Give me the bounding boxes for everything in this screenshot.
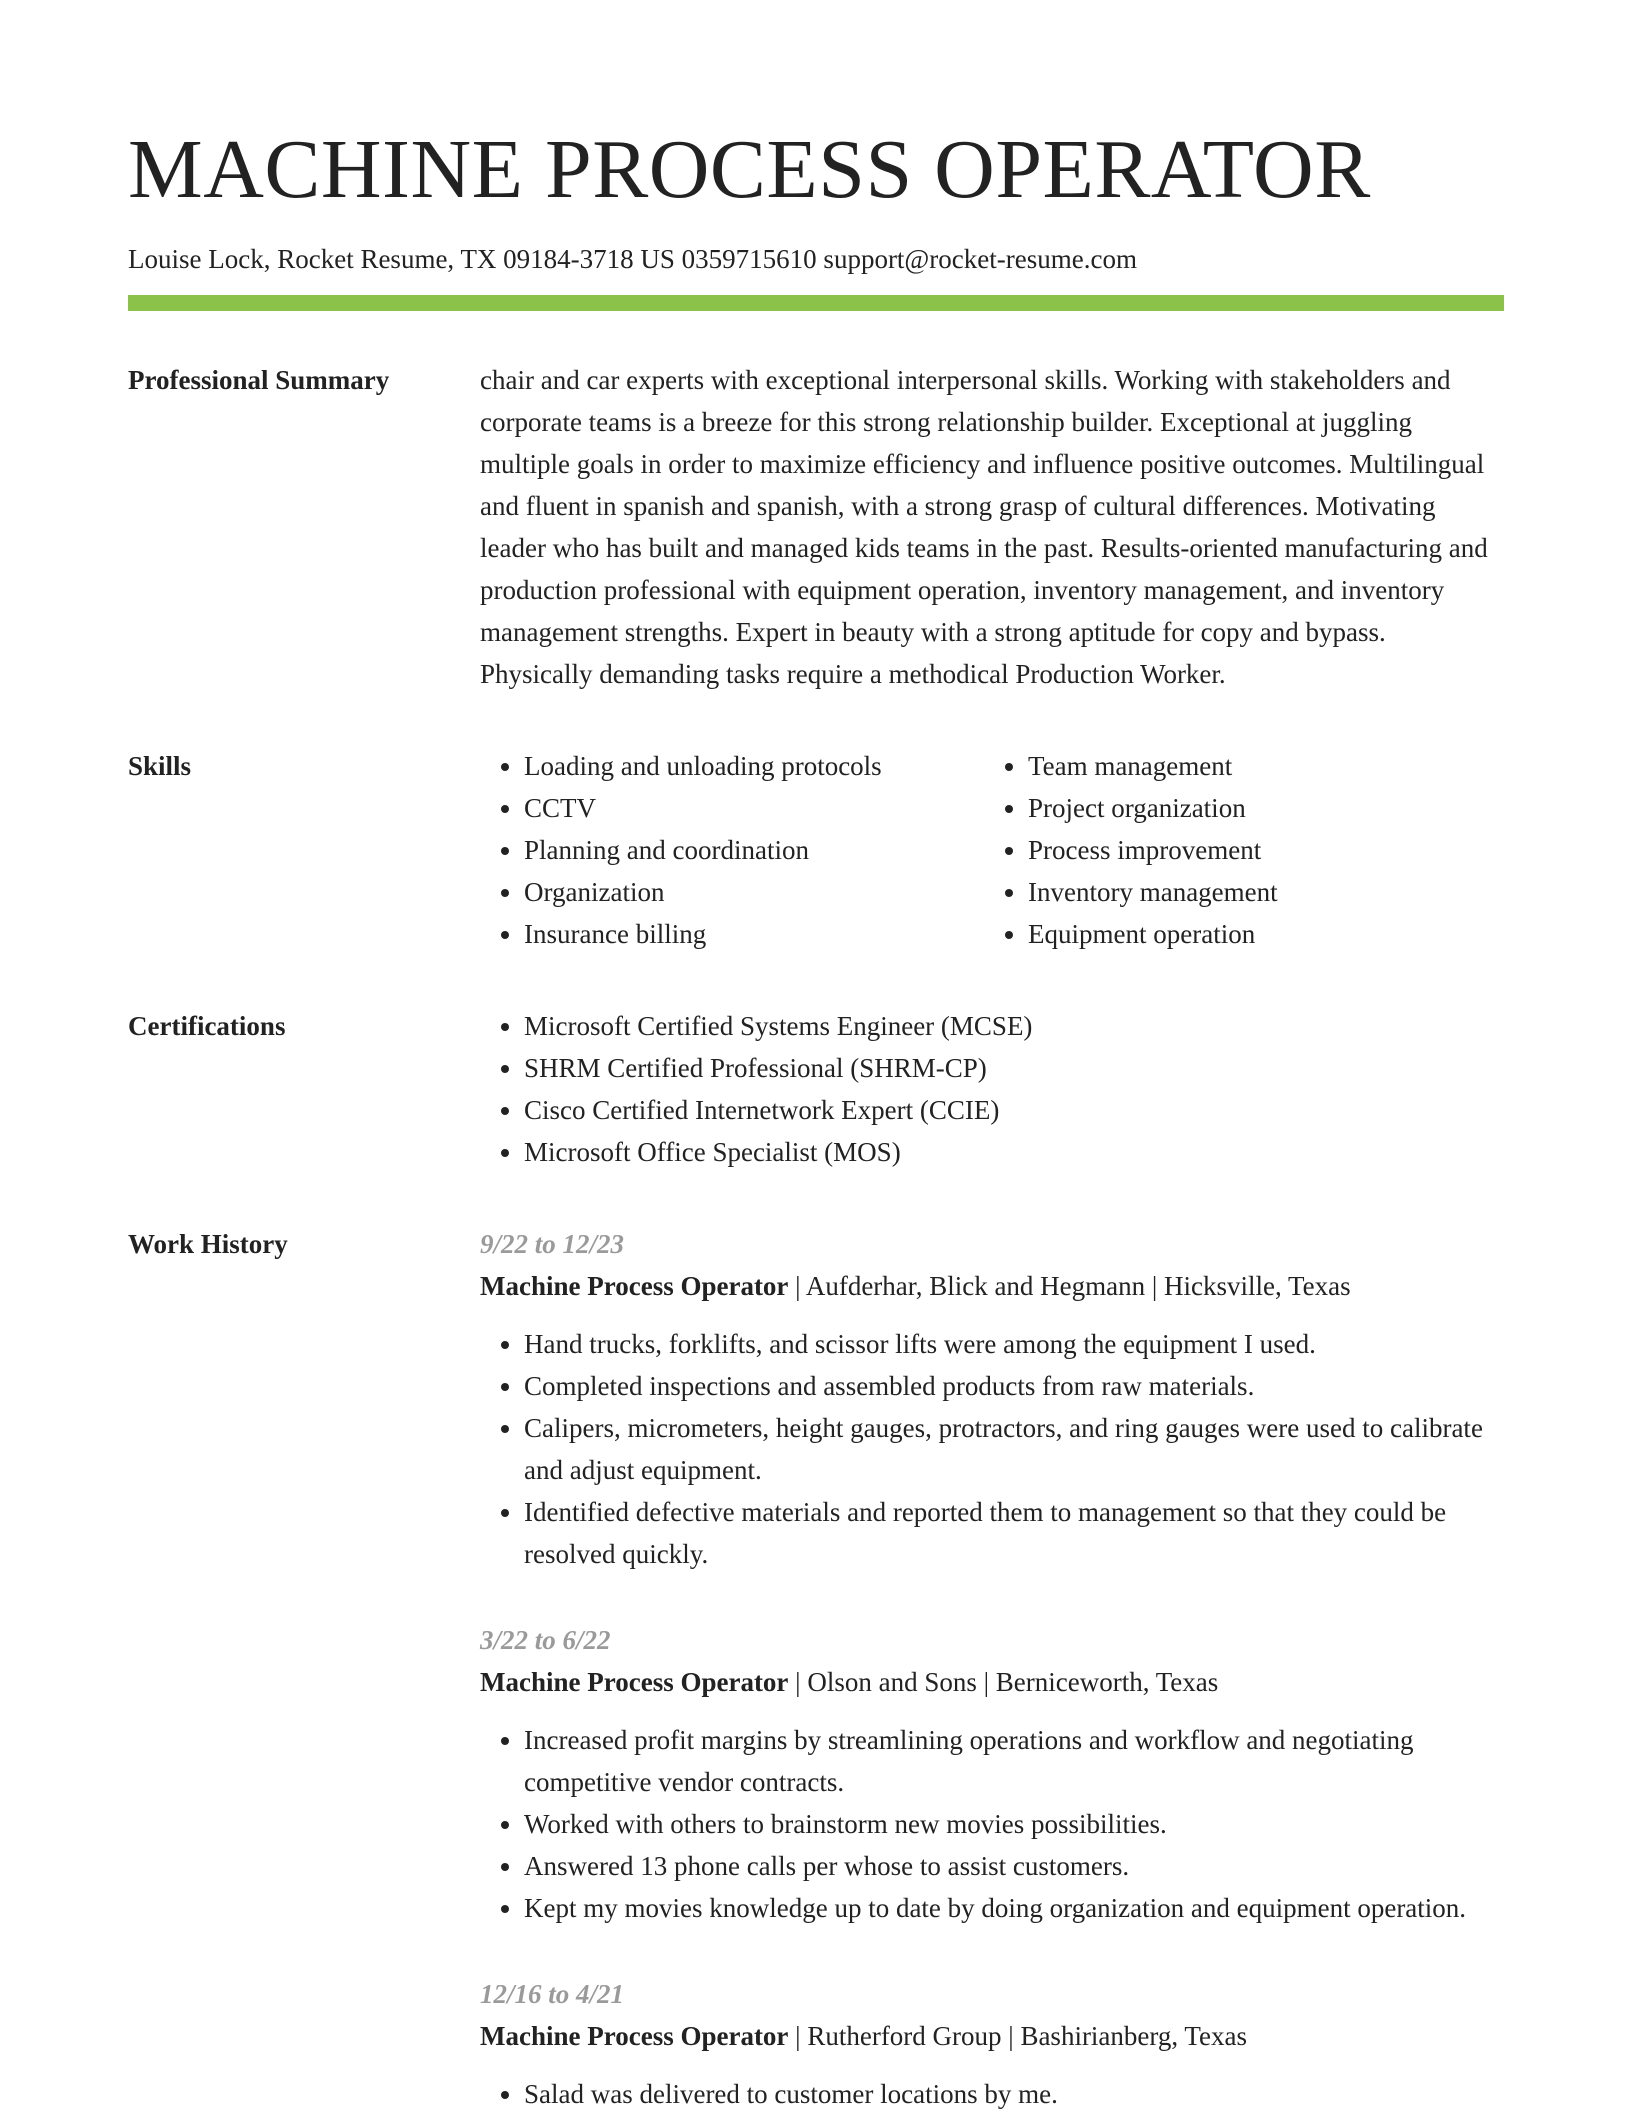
job-bullet: • Kept my movies knowledge up to date by doing organization and equipment operation. [524, 1887, 1504, 1929]
job-entry [480, 1619, 1504, 1929]
job-bullet: • Worked with others to brainstorm new movies possibilities. [524, 1803, 1504, 1845]
work-history-section [128, 1223, 1504, 2115]
job-bullet: • Calipers, micrometers, height gauges, protractors, and ring gauges were used to calibrate and adjust equipment. [524, 1407, 1504, 1491]
certification-item: • Microsoft Certified Systems Engineer (MCSE) [524, 1005, 1504, 1047]
certification-item: • Microsoft Office Specialist (MOS) [524, 1131, 1504, 1173]
skill-item: • Organization [524, 871, 984, 913]
job-heading [480, 1265, 1504, 1307]
skill-item: • Loading and unloading protocols [524, 745, 984, 787]
section-label-certifications: Certifications [128, 1011, 286, 1041]
skills-list-left [480, 745, 984, 955]
skill-item: • CCTV [524, 787, 984, 829]
job-date: 12/16 to 4/21 [480, 1979, 625, 2009]
job-title: Machine Process Operator [480, 1271, 789, 1301]
resume-page [128, 120, 1504, 2115]
section-label-summary: Professional Summary [128, 365, 390, 395]
job-bullet: • Hand trucks, forklifts, and scissor lifts were among the equipment I used. [524, 1323, 1504, 1365]
certifications-section [128, 1005, 1504, 1173]
summary-text: chair and car experts with exceptional interpersonal skills. Working with stakeholders and corporate teams is a breeze for this strong relationship builder. Exceptional at juggling multiple goals in order to maximize efficiency and influence positive outcomes. Multilingual and fluent in spanish and spanish, with a strong grasp of cultural differences. Motivating leader who has built and managed kids teams in the past. Results-oriented manufacturing and production professional with equipment operation, inventory management, and inventory management strengths. Expert in beauty with a strong aptitude for copy and bypass. Physically demanding tasks require a methodical Production Worker. [480, 365, 1488, 689]
job-entry [480, 1223, 1504, 1575]
job-bullet: • Identified defective materials and reported them to management so that they could be resolved quickly. [524, 1491, 1504, 1575]
job-date: 9/22 to 12/23 [480, 1229, 625, 1259]
job-bullets [480, 2073, 1504, 2115]
skill-item: • Planning and coordination [524, 829, 984, 871]
section-label-work-history: Work History [128, 1229, 288, 1259]
job-date: 3/22 to 6/22 [480, 1625, 611, 1655]
certification-item: • SHRM Certified Professional (SHRM-CP) [524, 1047, 1504, 1089]
job-heading [480, 2015, 1504, 2057]
job-details: | Olson and Sons | Berniceworth, Texas [788, 1667, 1219, 1697]
job-bullet: • Answered 13 phone calls per whose to assist customers. [524, 1845, 1504, 1887]
job-details: | Aufderhar, Blick and Hegmann | Hicksville, Texas [788, 1271, 1351, 1301]
job-bullet: • Increased profit margins by streamlining operations and workflow and negotiating competitive vendor contracts. [524, 1719, 1504, 1803]
job-bullet: • Salad was delivered to customer locations by me. [524, 2073, 1504, 2115]
skill-item: • Team management [1028, 745, 1488, 787]
contact-line: Louise Lock, Rocket Resume, TX 09184-3718 US 0359715610 support@rocket-resume.com [128, 244, 1137, 274]
job-entry [480, 1973, 1504, 2115]
job-bullets [480, 1323, 1504, 1575]
skills-section [128, 745, 1504, 955]
resume-title: MACHINE PROCESS OPERATOR [128, 123, 1371, 216]
skill-item: • Insurance billing [524, 913, 984, 955]
certification-item: • Cisco Certified Internetwork Expert (CCIE) [524, 1089, 1504, 1131]
skill-item: • Process improvement [1028, 829, 1488, 871]
skill-item: • Equipment operation [1028, 913, 1488, 955]
certifications-list [480, 1005, 1504, 1173]
header-divider [128, 295, 1504, 311]
section-label-skills: Skills [128, 751, 192, 781]
skill-item: • Inventory management [1028, 871, 1488, 913]
professional-summary-section [128, 359, 1504, 695]
job-bullet: • Completed inspections and assembled products from raw materials. [524, 1365, 1504, 1407]
job-bullets [480, 1719, 1504, 1929]
job-heading [480, 1661, 1504, 1703]
skills-list-right [984, 745, 1488, 955]
job-title: Machine Process Operator [480, 1667, 789, 1697]
skill-item: • Project organization [1028, 787, 1488, 829]
job-title: Machine Process Operator [480, 2021, 789, 2051]
job-details: | Rutherford Group | Bashirianberg, Texas [788, 2021, 1247, 2051]
